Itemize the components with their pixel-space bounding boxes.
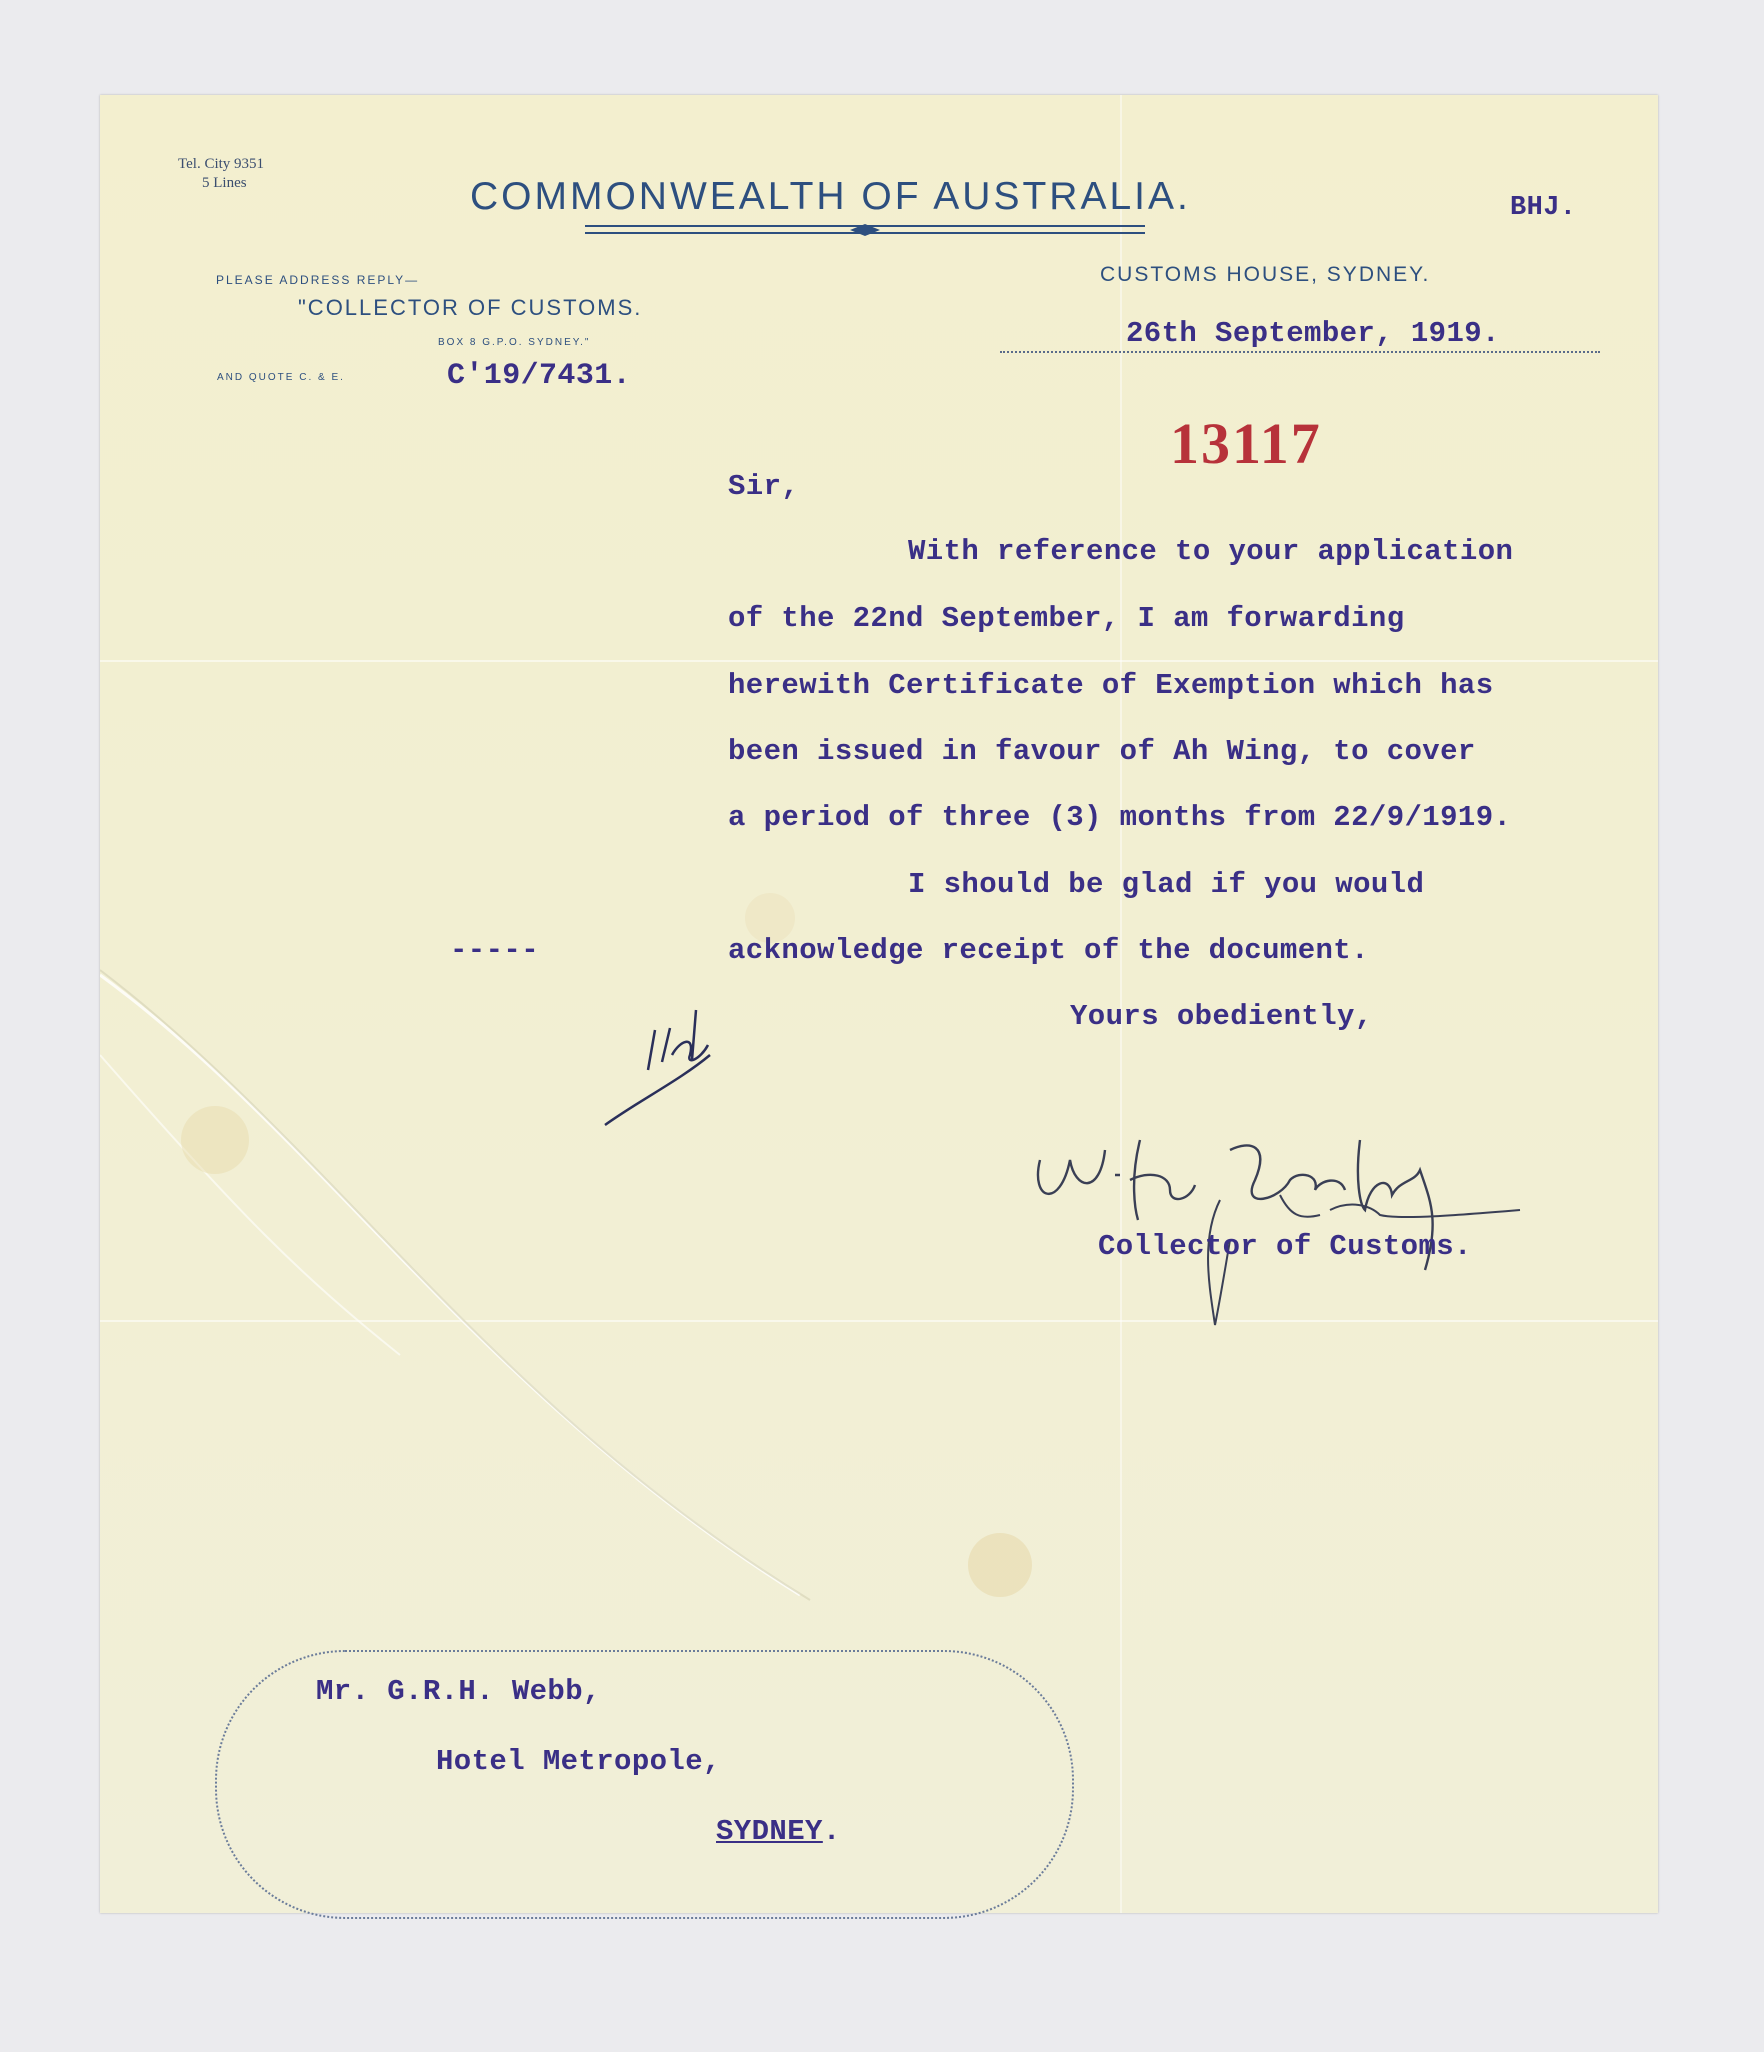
quote-label: AND QUOTE C. & E. [217,372,345,383]
recipient-city-suffix: . [822,1815,841,1848]
telephone-number: Tel. City 9351 [178,156,265,172]
body-line: of the 22nd September, I am forwarding [728,602,1405,635]
handwritten-initials [600,1000,720,1130]
collector-address: "COLLECTOR OF CUSTOMS. [298,295,643,320]
address-reply-label: PLEASE ADDRESS REPLY— [216,273,420,287]
body-line: been issued in favour of Ah Wing, to cover [728,735,1476,768]
margin-dashes: ----- [450,934,540,967]
typist-initials: BHJ. [1510,193,1577,223]
signature-title: Collector of Customs. [1098,1230,1472,1263]
letter-sheet [100,95,1658,1913]
box-address: BOX 8 G.P.O. SYDNEY." [438,337,591,348]
recipient-city: SYDNEY [716,1815,823,1848]
letterhead-title: COMMONWEALTH OF AUSTRALIA. [470,175,1191,218]
paper-crease [100,95,1658,1913]
recipient-city-line [716,1815,841,1848]
body-line: a period of three (3) months from 22/9/1919. [728,801,1512,834]
closing: Yours obediently, [1070,1000,1373,1033]
recipient-hotel: Hotel Metropole, [436,1745,721,1778]
telephone-lines: 5 Lines [202,175,247,191]
body-line: herewith Certificate of Exemption which has [728,669,1494,702]
reference-number: C'19/7431. [447,359,632,393]
body-line: With reference to your application [908,535,1514,568]
telephone-info [178,155,264,193]
salutation: Sir, [728,470,800,503]
body-line: acknowledge receipt of the document. [728,934,1369,967]
date-dotted-line [1000,351,1600,353]
ornament-divider [585,222,1145,238]
stamp-number: 13117 [1170,411,1322,476]
body-line: I should be glad if you would [908,868,1425,901]
customs-house-address: CUSTOMS HOUSE, SYDNEY. [1100,263,1431,286]
recipient-name: Mr. G.R.H. Webb, [316,1675,601,1708]
letter-date: 26th September, 1919. [1126,317,1500,350]
